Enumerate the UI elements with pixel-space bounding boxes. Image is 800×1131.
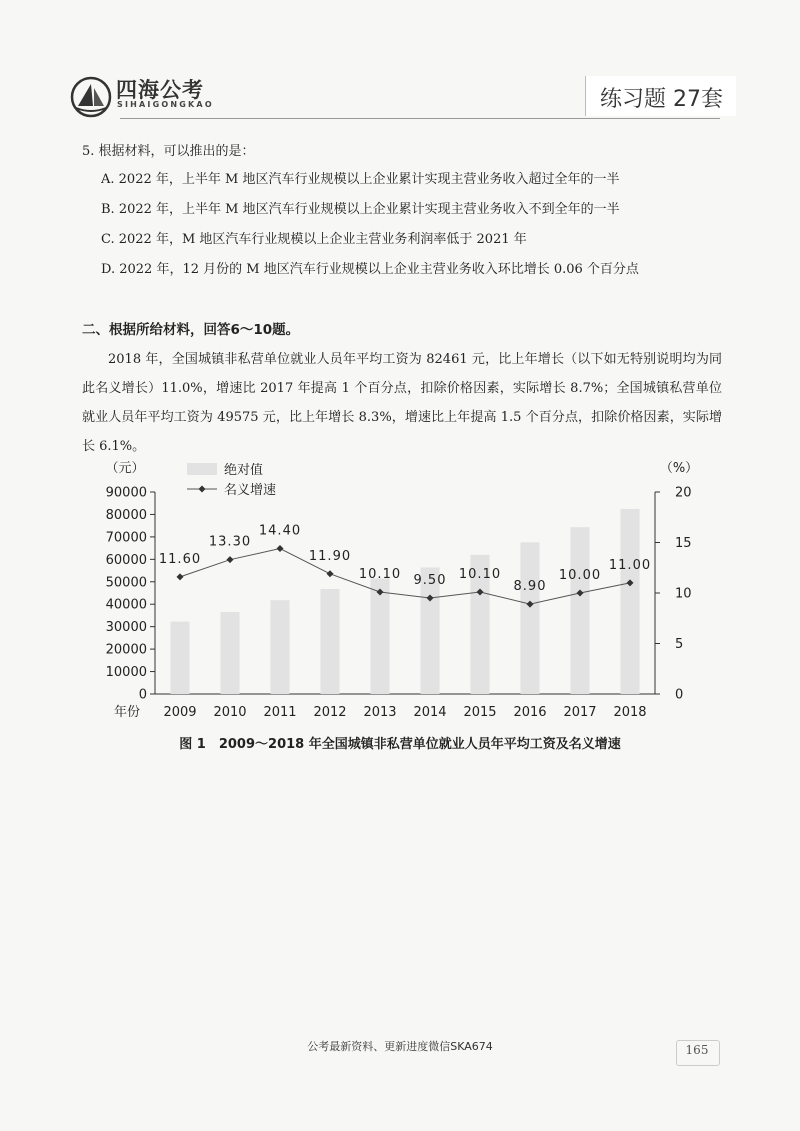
chart-text xyxy=(105,461,698,720)
growth-point-2010 xyxy=(227,556,234,563)
brand-name: 四海公考 xyxy=(116,78,204,102)
left-tick-label: 50000 xyxy=(105,575,147,591)
x-tick-label: 2011 xyxy=(263,705,297,720)
right-axis-unit: （%） xyxy=(659,461,699,476)
question-5-option-b: B. 2022 年，上半年 M 地区汽车行业规模以上企业累计实现主营业务收入不到全年的一半 xyxy=(101,202,620,217)
set-title: 练习题 27套 xyxy=(600,87,723,112)
right-tick-label: 20 xyxy=(675,485,692,501)
left-tick-label: 40000 xyxy=(105,597,147,613)
page-header xyxy=(0,0,800,130)
right-tick-label: 0 xyxy=(675,687,684,703)
bar-2018 xyxy=(621,509,640,694)
data-label-2009: 11.60 xyxy=(158,551,202,567)
data-label-2016: 8.90 xyxy=(513,579,547,595)
page-number: 165 xyxy=(685,1043,709,1057)
x-tick-label: 2016 xyxy=(513,705,547,720)
data-label-2010: 13.30 xyxy=(208,534,252,550)
question-5-option-a: A. 2022 年，上半年 M 地区汽车行业规模以上企业累计实现主营业务收入超过全年的一半 xyxy=(101,172,620,187)
header-divider xyxy=(120,118,720,119)
bar-2012 xyxy=(321,589,340,694)
legend-line-label: 名义增速 xyxy=(224,483,277,498)
x-tick-label: 2010 xyxy=(213,705,247,720)
data-label-2011: 14.40 xyxy=(258,523,302,539)
right-tick-label: 15 xyxy=(675,536,692,551)
left-tick-label: 90000 xyxy=(105,485,147,501)
x-tick-label: 2017 xyxy=(563,705,597,720)
left-tick-label: 60000 xyxy=(105,552,147,568)
bar-2010 xyxy=(221,612,240,694)
right-tick-label: 5 xyxy=(675,637,684,652)
x-tick-label: 2018 xyxy=(613,705,647,720)
data-label-2017: 10.00 xyxy=(558,568,602,583)
brand-name-latin: SIHAIGONGKAO xyxy=(117,100,214,109)
data-label-2012: 11.90 xyxy=(308,548,352,564)
data-label-2018: 11.00 xyxy=(608,557,652,573)
question-5-option-c: C. 2022 年，M 地区汽车行业规模以上企业主营业务利润率低于 2021 年 xyxy=(101,232,527,247)
data-label-2014: 9.50 xyxy=(413,573,447,589)
x-tick-label: 2009 xyxy=(163,705,197,720)
bar-2017 xyxy=(571,527,590,694)
data-label-2015: 10.10 xyxy=(458,566,502,582)
growth-point-2009 xyxy=(177,573,184,580)
x-tick-label: 2013 xyxy=(363,705,397,720)
growth-point-2012 xyxy=(327,570,334,577)
footer-text: 公考最新资料、更新进度微信SKA674 xyxy=(307,1040,493,1053)
x-tick-label: 2015 xyxy=(463,705,497,720)
left-tick-label: 20000 xyxy=(105,642,147,658)
bar-2013 xyxy=(371,578,390,694)
chart-caption: 图 1 2009～2018 年全国城镇非私营单位就业人员年平均工资及名义增速 xyxy=(179,737,621,752)
left-tick-label: 80000 xyxy=(105,507,147,523)
left-tick-label: 10000 xyxy=(105,665,147,681)
x-axis-title: 年份 xyxy=(113,705,141,720)
wage-chart xyxy=(0,455,800,725)
growth-point-2011 xyxy=(277,545,284,552)
material-paragraph: 2018 年，全国城镇非私营单位就业人员年平均工资为 82461 元，比上年增长（以下如无特别说明均为同此名义增长）11.0%，增速比 2017 年提高 1 个百分点，扣除价格因素，实际增长 8.7%；全国城镇私营单位就业人员年平均工资为 49575 元，比上年增长 8.3%，增速比上年提高 1.5 个百分点，扣除价格因素，实际增长 6.1%。 xyxy=(82,352,722,454)
x-tick-label: 2014 xyxy=(413,705,447,720)
question-5-option-d: D. 2022 年，12 月份的 M 地区汽车行业规模以上企业主营业务收入环比增长 0.06 个百分点 xyxy=(101,262,639,277)
left-tick-label: 70000 xyxy=(105,530,147,546)
sihai-logo-icon xyxy=(70,76,112,118)
question-5-stem: 5. 根据材料，可以推出的是： xyxy=(82,144,255,159)
bar-2009 xyxy=(171,622,190,694)
legend-bar-label: 绝对值 xyxy=(224,463,264,478)
left-tick-label: 0 xyxy=(138,687,147,703)
right-tick-label: 10 xyxy=(675,586,692,602)
left-axis-unit: （元） xyxy=(105,461,145,476)
legend-line-marker xyxy=(199,486,206,493)
bar-2011 xyxy=(271,600,290,694)
bar-2016 xyxy=(521,542,540,694)
section-heading: 二、根据所给材料，回答6～10题。 xyxy=(82,322,300,338)
legend-bar-swatch xyxy=(187,463,217,475)
x-tick-label: 2012 xyxy=(313,705,347,720)
data-label-2013: 10.10 xyxy=(358,566,402,582)
left-tick-label: 30000 xyxy=(105,620,147,636)
